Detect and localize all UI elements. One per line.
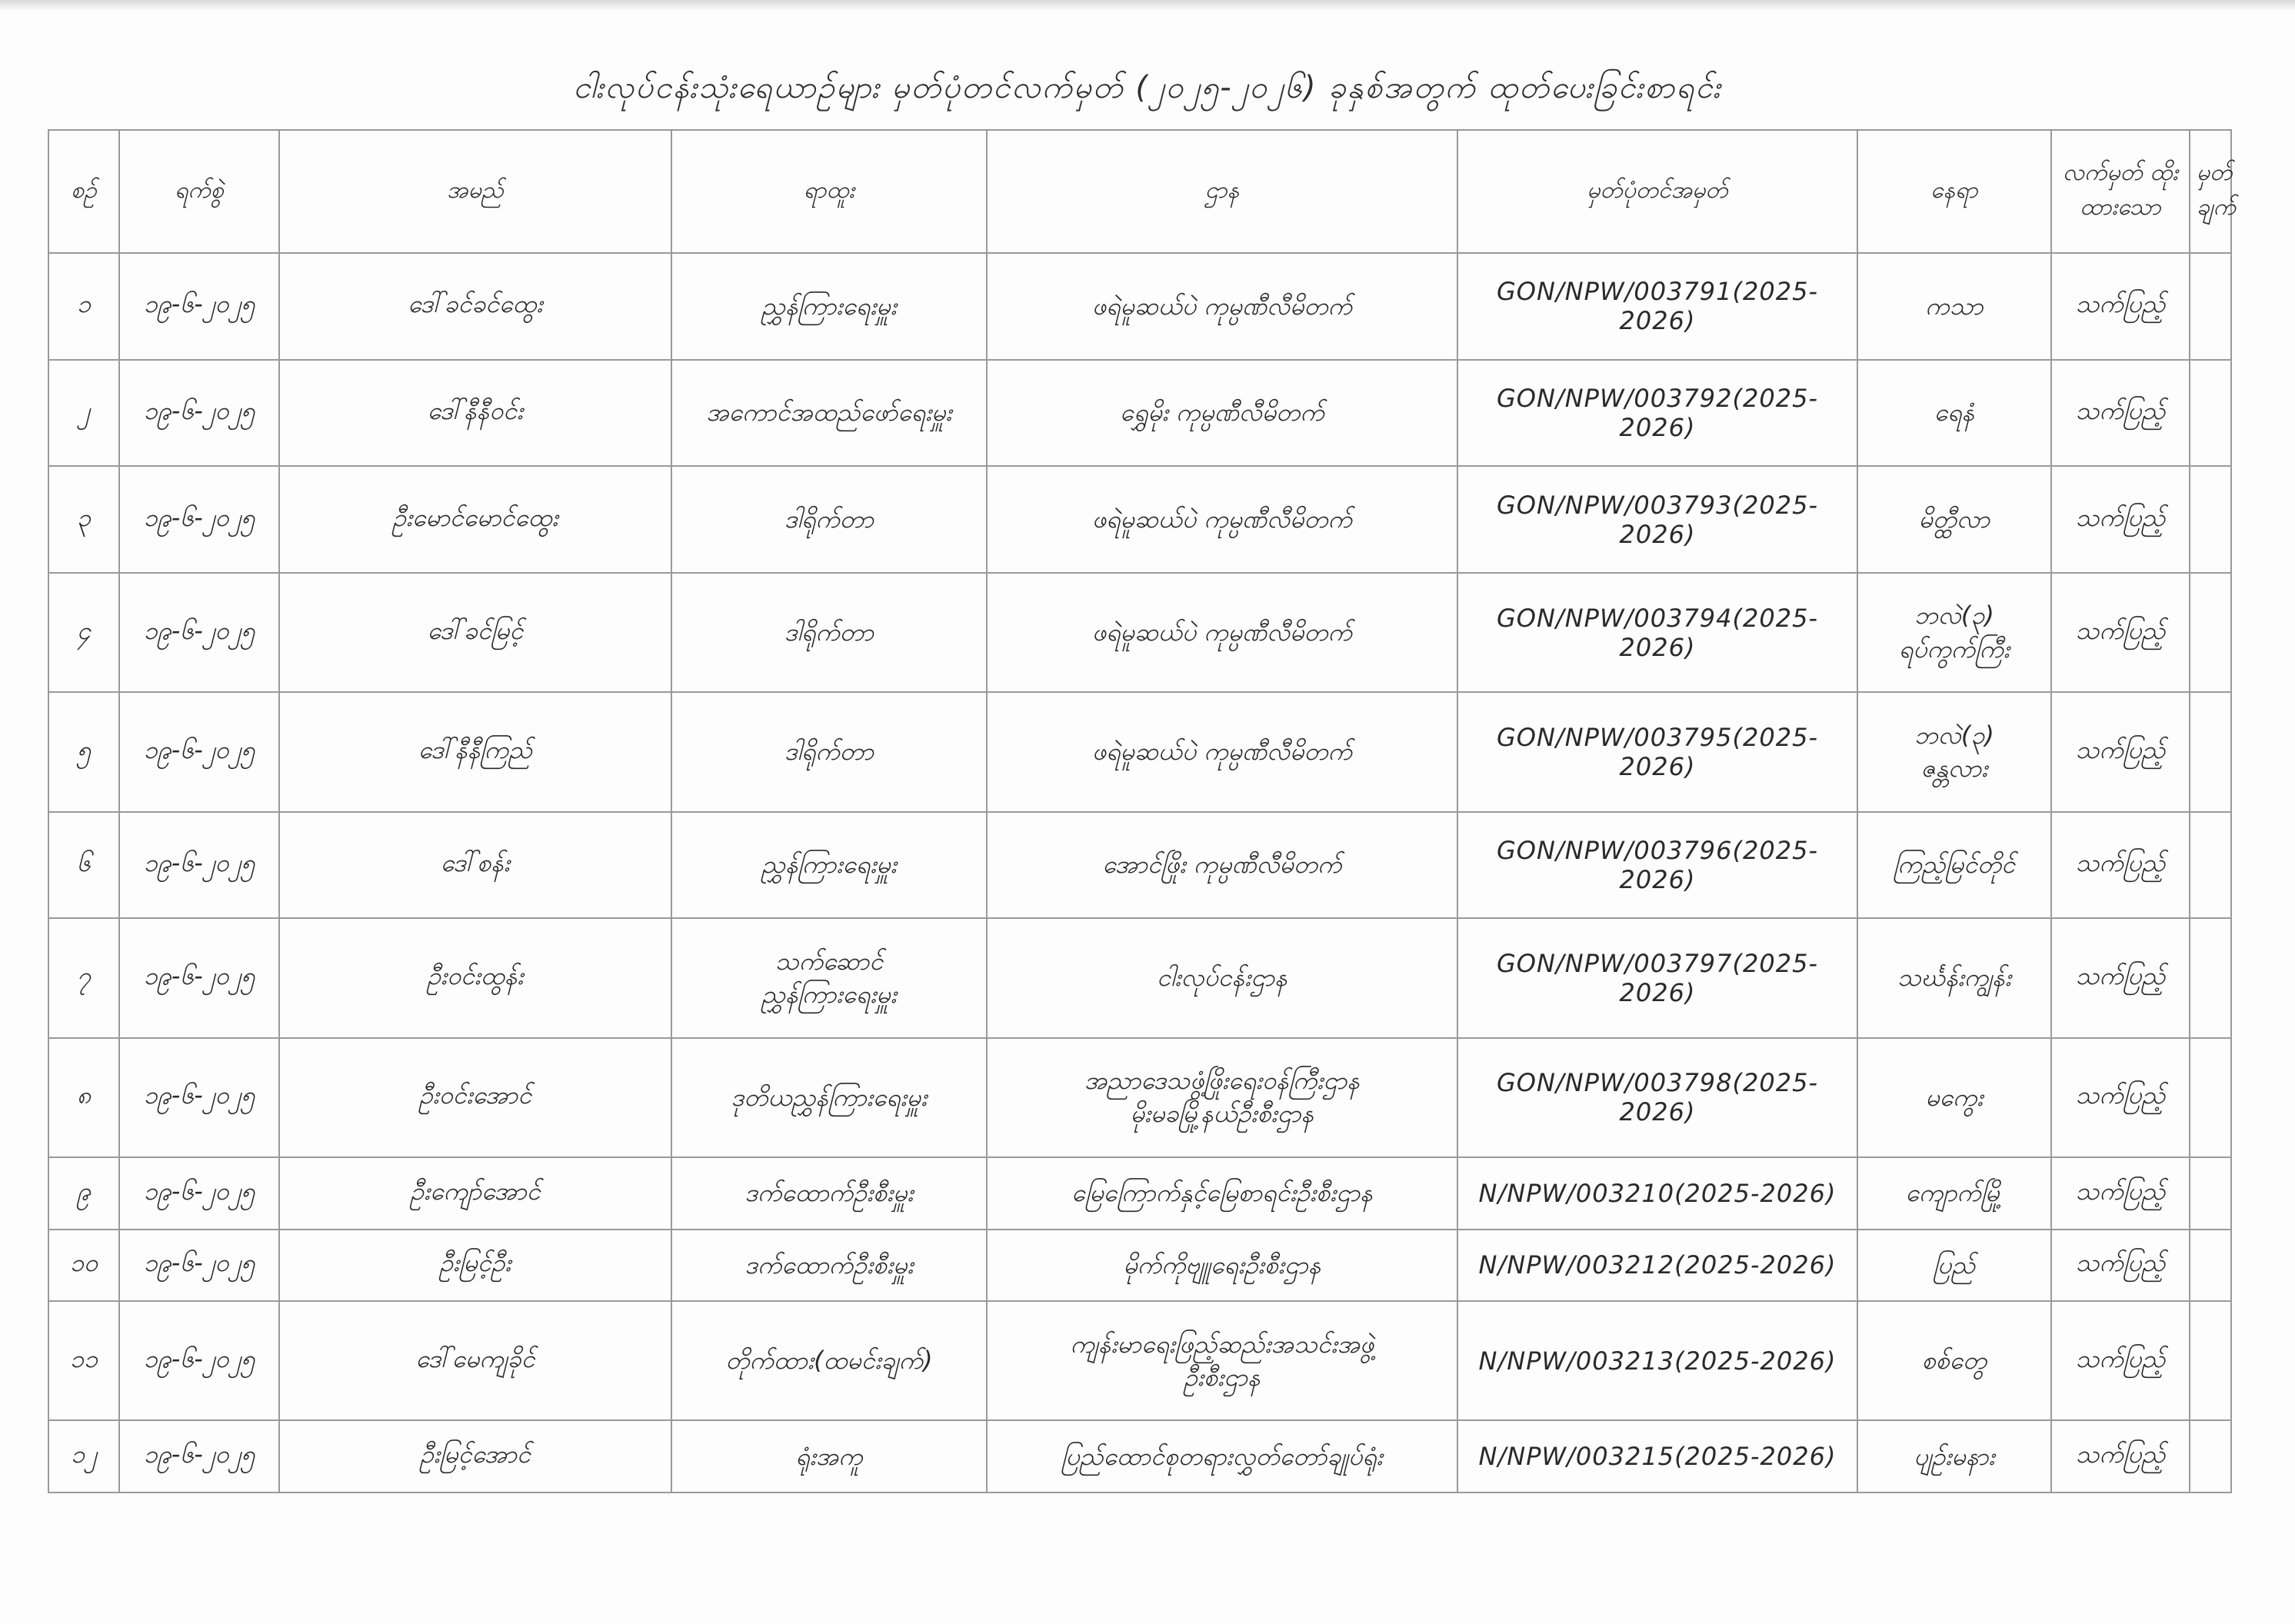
row-department-line: အောင်ဖြိုး ကုမ္ပဏီလီမိတက်	[1102, 850, 1342, 880]
row-remarks	[2190, 360, 2231, 467]
row-position	[671, 466, 987, 573]
row-place-line: ပျဉ်းမနား	[1914, 1441, 1995, 1471]
row-date: ၁၉-၆-၂၀၂၅	[119, 812, 279, 919]
row-name: ဦးဝင်းအောင်	[279, 1038, 671, 1157]
row-department-line: အညာဒေသဖွံ့ဖြိုးရေးဝန်ကြီးဌာန	[1084, 1066, 1360, 1096]
row-status: သက်ပြည့်	[2051, 253, 2190, 360]
col-place-header: နေရာ	[1857, 130, 2051, 253]
row-place	[1857, 573, 2051, 692]
row-position-line: ဒက်ထောက်ဦးစီးမှူး	[744, 1250, 914, 1280]
table-header-row	[48, 130, 2231, 253]
row-department-line: ဖရဲမူဆယ်ပဲ ကုမ္ပဏီလီမိတက်	[1092, 617, 1352, 647]
row-place	[1857, 1230, 2051, 1302]
table-row	[48, 466, 2231, 573]
row-doc-number: GON/NPW/003798(2025-2026)	[1457, 1038, 1857, 1157]
table-row	[48, 1157, 2231, 1230]
row-doc-number: GON/NPW/003797(2025-2026)	[1457, 918, 1857, 1037]
row-remarks	[2190, 692, 2231, 811]
row-doc-number: GON/NPW/003794(2025-2026)	[1457, 573, 1857, 692]
row-position	[671, 573, 987, 692]
row-doc-number: GON/NPW/003796(2025-2026)	[1457, 812, 1857, 919]
row-place	[1857, 1420, 2051, 1493]
col-department-header: ဌာန	[987, 130, 1457, 253]
row-place-line: ဘလဲ(၃)	[1914, 720, 1994, 750]
row-position	[671, 253, 987, 360]
row-place-line: သင်္ဃန်းကျွန်း	[1897, 963, 2011, 993]
row-status: သက်ပြည့်	[2051, 812, 2190, 919]
row-department	[987, 918, 1457, 1037]
table-row	[48, 812, 2231, 919]
col-name-header: အမည်	[279, 130, 671, 253]
row-date: ၁၉-၆-၂၀၂၅	[119, 1420, 279, 1493]
row-name: ဦးဝင်းထွန်း	[279, 918, 671, 1037]
row-doc-number: N/NPW/003215(2025-2026)	[1457, 1420, 1857, 1493]
row-place	[1857, 253, 2051, 360]
col-remarks-header: မှတ် ချက်	[2190, 130, 2231, 253]
row-position-line: ဒုတိယညွှန်ကြားရေးမှူး	[731, 1082, 928, 1112]
row-status: သက်ပြည့်	[2051, 1230, 2190, 1302]
page-title: ငါးလုပ်ငန်းသုံးရေယာဉ်များ မှတ်ပုံတင်လက်မှတ် (၂၀၂၅-၂၀၂၆) ခုနှစ်အတွက် ထုတ်ပေးခြင်းစာရင်း	[573, 70, 1722, 105]
row-position	[671, 1230, 987, 1302]
row-place	[1857, 1301, 2051, 1420]
row-department	[987, 812, 1457, 919]
row-position	[671, 1157, 987, 1230]
row-date: ၁၉-၆-၂၀၂၅	[119, 573, 279, 692]
row-remarks	[2190, 918, 2231, 1037]
row-doc-number: N/NPW/003213(2025-2026)	[1457, 1301, 1857, 1420]
row-position	[671, 1038, 987, 1157]
row-date: ၁၉-၆-၂၀၂၅	[119, 918, 279, 1037]
table-row	[48, 1420, 2231, 1493]
row-place-line: ကသာ	[1925, 291, 1984, 321]
row-remarks	[2190, 1301, 2231, 1420]
row-position-line: ရုံးအကူ	[795, 1441, 863, 1471]
row-position	[671, 918, 987, 1037]
row-position-line: တိုက်ထား(ထမင်းချက်)	[725, 1346, 933, 1376]
row-position-line: ညွှန်ကြားရေးမှူး	[761, 291, 897, 321]
row-place-line: မကွေး	[1925, 1082, 1984, 1112]
row-place	[1857, 360, 2051, 467]
row-doc-number: GON/NPW/003792(2025-2026)	[1457, 360, 1857, 467]
row-status: သက်ပြည့်	[2051, 1420, 2190, 1493]
table-row	[48, 692, 2231, 811]
row-remarks	[2190, 1230, 2231, 1302]
row-place-line: ဇန္တလား	[1920, 753, 1988, 783]
row-status: သက်ပြည့်	[2051, 573, 2190, 692]
row-department-line: ဖရဲမူဆယ်ပဲ ကုမ္ပဏီလီမိတက်	[1092, 291, 1352, 321]
row-position	[671, 1301, 987, 1420]
col-status-header: လက်မှတ် ထိုးထားသော	[2051, 130, 2190, 253]
row-position	[671, 692, 987, 811]
row-place-line: ရေနံ	[1934, 398, 1975, 428]
table-row	[48, 573, 2231, 692]
row-place	[1857, 918, 2051, 1037]
table-row	[48, 253, 2231, 360]
row-place	[1857, 1038, 2051, 1157]
row-name: ဒေါ်နီနီဝင်း	[279, 360, 671, 467]
row-status: သက်ပြည့်	[2051, 1038, 2190, 1157]
row-place	[1857, 466, 2051, 573]
row-department	[987, 360, 1457, 467]
row-doc-number: GON/NPW/003793(2025-2026)	[1457, 466, 1857, 573]
table-row	[48, 1038, 2231, 1157]
scan-edge-shadow	[0, 0, 2295, 11]
row-department	[987, 1230, 1457, 1302]
row-status: သက်ပြည့်	[2051, 1301, 2190, 1420]
row-department-line: ဦးစီးဌာန	[1184, 1362, 1261, 1392]
row-doc-number: GON/NPW/003791(2025-2026)	[1457, 253, 1857, 360]
row-position-line: ဒါရိုက်တာ	[784, 737, 874, 767]
row-department-line: ရွှေမိုး ကုမ္ပဏီလီမိတက်	[1120, 398, 1324, 428]
row-number: ၆	[48, 812, 119, 919]
table-row	[48, 1301, 2231, 1420]
row-number: ၁၀	[48, 1230, 119, 1302]
row-date: ၁၉-၆-၂၀၂၅	[119, 1157, 279, 1230]
row-name: ဒေါ်မေကျခိုင်	[279, 1301, 671, 1420]
row-remarks	[2190, 1420, 2231, 1493]
row-department	[987, 1038, 1457, 1157]
row-position	[671, 360, 987, 467]
row-place-line: စစ်တွေ	[1921, 1346, 1987, 1376]
row-place-line: ကျောက်မြို့	[1905, 1178, 2004, 1208]
row-department	[987, 1301, 1457, 1420]
row-doc-number: N/NPW/003210(2025-2026)	[1457, 1157, 1857, 1230]
row-number: ၇	[48, 918, 119, 1037]
row-department	[987, 466, 1457, 573]
table-row	[48, 360, 2231, 467]
row-name: ဦးမြင့်အောင်	[279, 1420, 671, 1493]
row-date: ၁၉-၆-၂၀၂၅	[119, 360, 279, 467]
row-position-line: ညွှန်ကြားရေးမှူး	[761, 850, 897, 880]
row-number: ၉	[48, 1157, 119, 1230]
row-remarks	[2190, 812, 2231, 919]
row-place-line: ပြည်	[1933, 1250, 1976, 1280]
row-name: ဒေါ်စန်း	[279, 812, 671, 919]
row-position-line: ဒါရိုက်တာ	[784, 504, 874, 534]
row-status: သက်ပြည့်	[2051, 918, 2190, 1037]
row-number: ၁	[48, 253, 119, 360]
row-remarks	[2190, 466, 2231, 573]
row-department-line: ဖရဲမူဆယ်ပဲ ကုမ္ပဏီလီမိတက်	[1092, 737, 1352, 767]
row-department	[987, 692, 1457, 811]
row-name: ဒေါ်ခင်မြင့်	[279, 573, 671, 692]
col-date-header: ရက်စွဲ	[119, 130, 279, 253]
row-remarks	[2190, 1157, 2231, 1230]
col-no-header: စဉ်	[48, 130, 119, 253]
row-place-line: ရပ်ကွက်ကြီး	[1898, 634, 2010, 664]
row-department-line: ပြည်ထောင်စုတရားလွှတ်တော်ချုပ်ရုံး	[1061, 1441, 1383, 1471]
row-remarks	[2190, 253, 2231, 360]
row-number: ၅	[48, 692, 119, 811]
row-position-line: အကောင်အထည်ဖော်ရေးမှူး	[706, 398, 952, 428]
row-name: ဒေါ်ခင်ခင်ထွေး	[279, 253, 671, 360]
row-number: ၁၁	[48, 1301, 119, 1420]
row-remarks	[2190, 573, 2231, 692]
row-number: ၃	[48, 466, 119, 573]
row-department-line: ငါးလုပ်ငန်းဌာန	[1157, 963, 1287, 993]
row-department	[987, 1157, 1457, 1230]
row-date: ၁၉-၆-၂၀၂၅	[119, 253, 279, 360]
row-name: ဦးကျော်အောင်	[279, 1157, 671, 1230]
row-name: ဦးမြင့်ဦး	[279, 1230, 671, 1302]
row-status: သက်ပြည့်	[2051, 692, 2190, 811]
row-department-line: မိုးမခမြို့နယ်ဦးစီးဌာန	[1130, 1099, 1314, 1129]
row-department-line: ဖရဲမူဆယ်ပဲ ကုမ္ပဏီလီမိတက်	[1092, 504, 1352, 534]
row-date: ၁၉-၆-၂၀၂၅	[119, 1038, 279, 1157]
row-number: ၁၂	[48, 1420, 119, 1493]
row-place	[1857, 1157, 2051, 1230]
row-department	[987, 253, 1457, 360]
register-table	[48, 129, 2236, 1493]
row-department-line: ကျန်းမာရေးဖြည့်ဆည်းအသင်းအဖွဲ့	[1070, 1329, 1374, 1359]
row-name: ဒေါ်နီနီကြည်	[279, 692, 671, 811]
row-place-line: မိတ္ထီလာ	[1918, 504, 1990, 534]
row-doc-number: GON/NPW/003795(2025-2026)	[1457, 692, 1857, 811]
table-row	[48, 918, 2231, 1037]
row-name: ဦးမောင်မောင်ထွေး	[279, 466, 671, 573]
row-remarks	[2190, 1038, 2231, 1157]
row-position	[671, 812, 987, 919]
row-date: ၁၉-၆-၂၀၂၅	[119, 692, 279, 811]
row-department-line: မိုက်ကိုဗျူရေးဦးစီးဌာန	[1123, 1250, 1321, 1280]
row-place-line: ဘလဲ(၃)	[1914, 601, 1994, 631]
row-status: သက်ပြည့်	[2051, 466, 2190, 573]
table-row	[48, 1230, 2231, 1302]
row-status: သက်ပြည့်	[2051, 1157, 2190, 1230]
row-department-line: မြေကြောက်နှင့်မြေစာရင်းဦးစီးဌာန	[1071, 1178, 1373, 1208]
row-status: သက်ပြည့်	[2051, 360, 2190, 467]
row-position-line: ဒါရိုက်တာ	[784, 617, 874, 647]
col-position-header: ရာထူး	[671, 130, 987, 253]
row-position-line: ညွှန်ကြားရေးမှူး	[761, 980, 897, 1009]
row-number: ၂	[48, 360, 119, 467]
col-docno-header: မှတ်ပုံတင်အမှတ်	[1457, 130, 1857, 253]
row-position	[671, 1420, 987, 1493]
row-position-line: ဒက်ထောက်ဦးစီးမှူး	[744, 1178, 914, 1208]
row-department	[987, 1420, 1457, 1493]
row-place	[1857, 692, 2051, 811]
row-doc-number: N/NPW/003212(2025-2026)	[1457, 1230, 1857, 1302]
row-number: ၄	[48, 573, 119, 692]
row-place-line: ကြည့်မြင်တိုင်	[1894, 850, 2015, 880]
table-body	[48, 253, 2231, 1493]
row-number: ၈	[48, 1038, 119, 1157]
row-place	[1857, 812, 2051, 919]
row-date: ၁၉-၆-၂၀၂၅	[119, 466, 279, 573]
row-date: ၁၉-၆-၂၀၂၅	[119, 1230, 279, 1302]
row-position-line: သက်ဆောင်	[774, 946, 884, 976]
row-date: ၁၉-၆-၂၀၂၅	[119, 1301, 279, 1420]
row-department	[987, 573, 1457, 692]
